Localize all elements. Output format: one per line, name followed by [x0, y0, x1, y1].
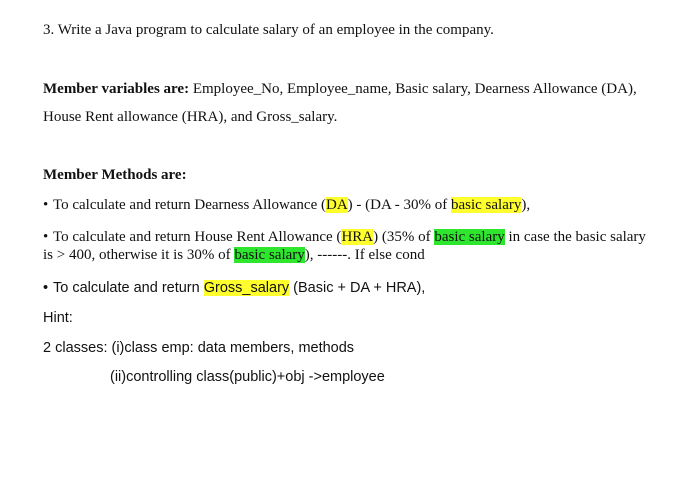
highlight-basic-salary: basic salary [234, 247, 305, 263]
method-item-gross: • To calculate and return Gross_salary (Basic + DA + HRA), [43, 280, 426, 296]
question-title: 3. Write a Java program to calculate salary of an employee in the company. [43, 22, 494, 38]
highlight-gross-salary: Gross_salary [203, 280, 290, 296]
method-item-hra: • To calculate and return House Rent Allowance (HRA) (35% of basic salary in case the basic salary [43, 229, 646, 245]
highlight-da: DA [326, 197, 348, 213]
hint-label: Hint: [43, 310, 73, 326]
member-variables-label: Member variables are: [43, 81, 190, 97]
method-item-hra-line-2: is > 400, otherwise it is 30% of basic salary), ------. If else cond [43, 247, 425, 263]
bullet-icon: • [43, 229, 49, 245]
member-variables-line-2: House Rent allowance (HRA), and Gross_salary. [43, 109, 338, 125]
highlight-basic-salary: basic salary [434, 229, 505, 245]
method-item-da: • To calculate and return Dearness Allowance (DA) - (DA - 30% of basic salary), [43, 197, 531, 213]
bullet-icon: • [43, 197, 49, 213]
hint-line-1: 2 classes: (i)class emp: data members, methods [43, 340, 355, 356]
member-variables-line-1 [43, 80, 637, 98]
highlight-hra: HRA [341, 229, 374, 245]
bullet-icon: • [43, 280, 49, 296]
hint-line-2: (ii)controlling class(public)+obj ->employee [110, 369, 385, 385]
member-methods-label: Member Methods are: [43, 167, 187, 183]
member-variables-text-1: Employee_No, Employee_name, Basic salary, Dearness Allowance (DA), [192, 81, 637, 97]
highlight-basic-salary: basic salary [450, 197, 522, 213]
